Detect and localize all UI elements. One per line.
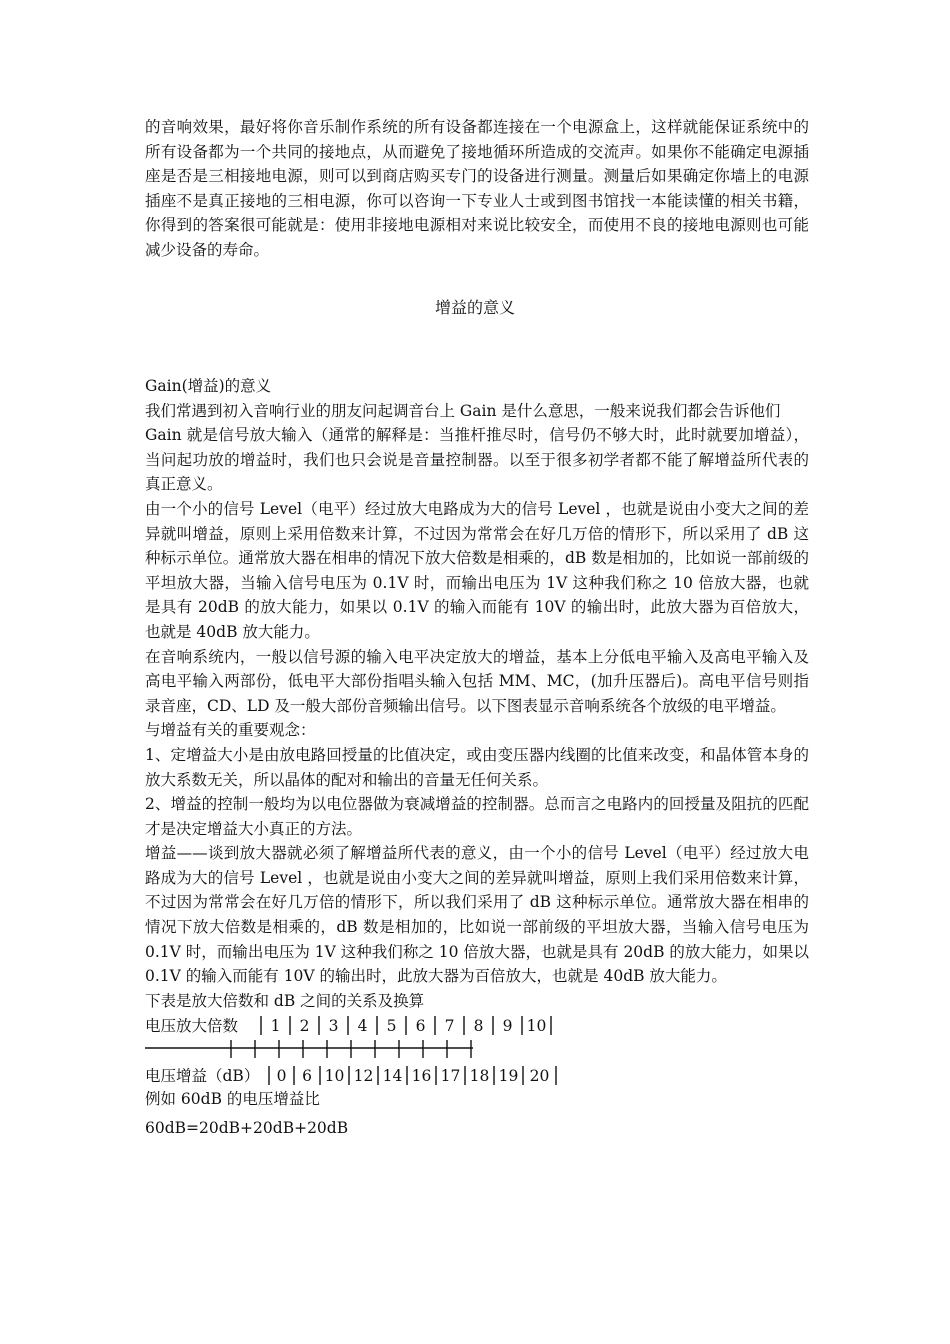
- table-row1-value: 6: [415, 1017, 426, 1036]
- table-row1-value: 10: [526, 1017, 547, 1036]
- table-row2-value: 6: [302, 1066, 312, 1085]
- paragraph-concept-2: 2、增益的控制一般均为以电位器做为衰减增益的控制器。总而言之电路内的回授量及阻抗的匹配才是决定增益大小真正的方法。: [145, 795, 809, 838]
- paragraph-concept-1: 1、定增益大小是由放电路回授量的比值决定，或由变压器内线圈的比值来改变，和晶体管本身的放大系数无关，所以晶体的配对和输出的音量无任何关系。: [145, 745, 809, 789]
- paragraph-gain-amplifier: 增益——谈到放大器就必须了解增益所代表的意义，由一个小的信号 Level（电平）经过放大电路成为大的信号 Level ，也就是说由小变大之间的差异就叫增益，原则上我们采用倍数来计算，不过因为常常会在好几万倍的情形下，所以我们采用了 dB 这种标示单位。通常放大器在相串的情况下放大倍数是相乘的，dB 数是相加的，比如说一部前级的平坦放大器，当输入信号电压为 0.1V 时，而输出电压为 1V 这种我们称之 10 倍放大器，也就是具有 20dB 的放大能力，如果以 0.1V 的输入而能有 10V 的输出时，此放大器为百倍放大，也就是 40dB 放大能力。: [145, 844, 809, 986]
- paragraph-question: 我们常遇到初入音响行业的朋友问起调音台上 Gain 是什么意思，一般来说我们都会告诉他们: [145, 401, 781, 420]
- gain-table-row-multiplier: [145, 1013, 809, 1038]
- table-row1-value: 2: [299, 1017, 310, 1036]
- table-row1-value: 5: [386, 1017, 397, 1036]
- table-row1-value: 9: [502, 1017, 513, 1036]
- gain-table-divider-svg: [145, 1038, 809, 1063]
- table-row2-value: 18: [469, 1066, 490, 1085]
- table-row1-value: 8: [473, 1017, 484, 1036]
- table-row1-value: 7: [444, 1017, 455, 1036]
- table-row2-value: 16: [411, 1066, 432, 1085]
- intro-paragraph-block: [145, 115, 809, 263]
- gain-table-row-multiplier-svg: [145, 1013, 809, 1038]
- table-row2-value: 10: [324, 1066, 345, 1085]
- paragraph-audio-system: 在音响系统内，一般以信号源的输入电平决定放大的增益，基本上分低电平输入及高电平输入及高电平输入两部份，低电平大部份指唱头输入包括 MM、MC，(加升压器后)。高电平信号则指录音座，CD、LD 及一般大部份音频输出信号。以下图表显示音响系统各个放级的电平增益。: [145, 647, 809, 715]
- table-row1-label: 电压放大倍数: [145, 1017, 239, 1036]
- paragraph-concepts-heading: 与增益有关的重要观念：: [145, 721, 316, 740]
- paragraph-gain-title: Gain(增益)的意义: [145, 377, 272, 395]
- table-row2-label: 电压增益（dB）: [145, 1066, 260, 1085]
- table-row2-value: 19: [498, 1066, 519, 1085]
- table-row2-value: 20: [529, 1066, 550, 1085]
- intro-paragraph: 的音响效果，最好将你音乐制作系统的所有设备都连接在一个电源盒上，这样就能保证系统中的所有设备都为一个共同的接地点，从而避免了接地循环所造成的交流声。如果你不能确定电源插座是否是三相接地电源，则可以到商店购买专门的设备进行测量。测量后如果确定你墙上的电源插座不是真正接地的三相电源，你可以咨询一下专业人士或到图书馆找一本能读懂的相关书籍，你得到的答案很可能就是：使用非接地电源相对来说比较安全，而使用不良的接地电源则也可能减少设备的寿命。: [145, 118, 809, 259]
- table-row2-value: 12: [353, 1066, 374, 1085]
- example-line: 例如 60dB 的电压增益比: [145, 1090, 320, 1109]
- paragraph-level-explanation: 由一个小的信号 Level（电平）经过放大电路成为大的信号 Level ，也就是说由小变大之间的差异就叫增益，原则上采用倍数来计算，不过因为常常会在好几万倍的情形下，所以采用了 dB 这种标示单位。通常放大器在相串的情况下放大倍数是相乘的，dB 数是相加的，比如说一部前级的平坦放大器，当输入信号电压为 0.1V 时，而输出电压为 1V 这种我们称之 10 倍放大器，也就是具有 20dB 的放大能力，如果以 0.1V 的输入而能有 10V 的输出时，此放大器为百倍放大，也就是 40dB 放大能力。: [145, 499, 809, 641]
- table-row1-value: 4: [357, 1017, 368, 1036]
- table-row2-value: 0: [276, 1066, 287, 1085]
- table-row2-value: 14: [382, 1066, 403, 1085]
- gain-table-row-db-svg: [145, 1063, 809, 1088]
- gain-table-row-db: [145, 1063, 809, 1088]
- paragraph-gain-definition: Gain 就是信号放大输入（通常的解释是：当推杆推尽时，信号仍不够大时，此时就要加增益），当问起功放的增益时，我们也只会说是音量控制器。以至于很多初学者都不能了解增益所代表的真正意义。: [145, 426, 809, 494]
- main-content: [145, 374, 809, 1140]
- gain-table-divider: [145, 1038, 809, 1063]
- table-row1-value: 3: [328, 1017, 339, 1036]
- table-row1-value: 1: [270, 1017, 281, 1036]
- formula-line: 60dB=20dB+20dB+20dB: [145, 1118, 349, 1137]
- paragraph-table-intro: 下表是放大倍数和 dB 之间的关系及换算: [145, 991, 425, 1010]
- section-heading: 增益的意义: [434, 298, 515, 317]
- table-row2-value: 17: [440, 1066, 461, 1085]
